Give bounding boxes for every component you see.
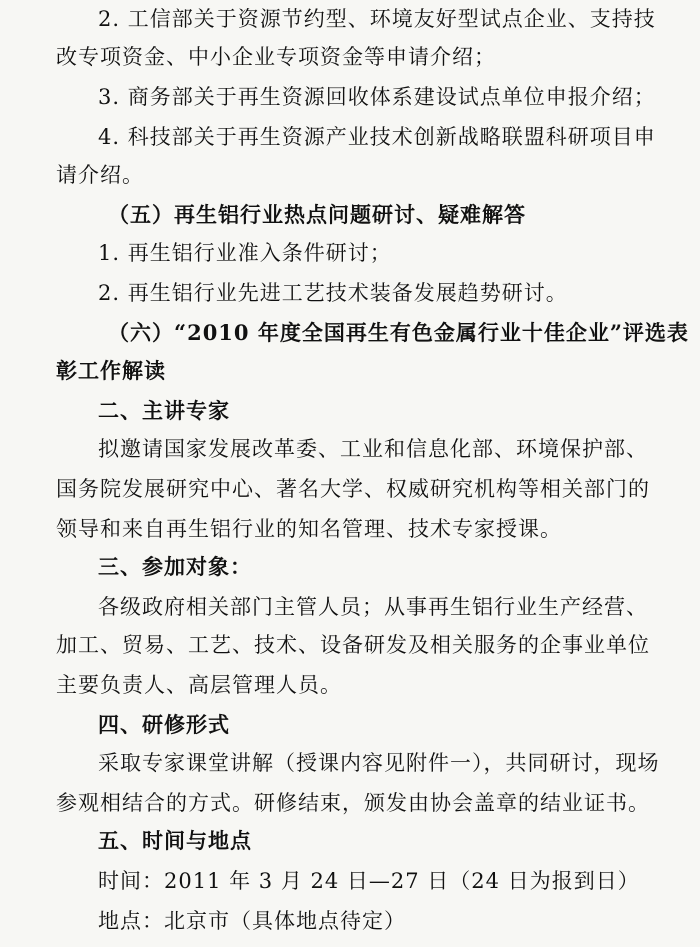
body-para-4-line-2: 参观相结合的方式。研修结束，颁发由协会盖章的结业证书。 bbox=[56, 791, 650, 815]
subsection-heading-5: （五）再生铝行业热点问题研讨、疑难解答 bbox=[108, 202, 526, 227]
body-line-3: 3. 商务部关于再生资源回收体系建设试点单位申报介绍； bbox=[98, 85, 656, 109]
subsection-heading-6: （六）“2010 年度全国再生有色金属行业十佳企业”评选表 bbox=[108, 320, 689, 345]
body-line-5-2: 2. 再生铝行业先进工艺技术装备发展趋势研讨。 bbox=[98, 281, 568, 305]
body-line-2-cont: 改专项资金、中小企业专项资金等申请介绍； bbox=[56, 45, 496, 69]
body-line-4-cont: 请介绍。 bbox=[56, 163, 144, 187]
schedule-location: 地点：北京市（具体地点待定） bbox=[98, 909, 406, 933]
subsection-heading-6-cont: 彰工作解读 bbox=[56, 358, 166, 383]
schedule-time: 时间：2011 年 3 月 24 日—27 日（24 日为报到日） bbox=[98, 869, 640, 893]
body-para-3-line-2: 加工、贸易、工艺、技术、设备研发及相关服务的企事业单位 bbox=[56, 633, 650, 657]
body-line-5-1: 1. 再生铝行业准入条件研讨； bbox=[98, 241, 392, 265]
section-heading-4: 四、研修形式 bbox=[98, 712, 230, 737]
body-para-3-line-3: 主要负责人、高层管理人员。 bbox=[56, 673, 342, 697]
body-para-3-line-1: 各级政府相关部门主管人员；从事再生铝行业生产经营、 bbox=[98, 595, 648, 619]
section-heading-3: 三、参加对象： bbox=[98, 554, 252, 579]
body-para-2-line-2: 国务院发展研究中心、著名大学、权威研究机构等相关部门的 bbox=[56, 477, 650, 501]
section-heading-5: 五、时间与地点 bbox=[98, 828, 252, 853]
body-line-2: 2. 工信部关于资源节约型、环境友好型试点企业、支持技 bbox=[98, 7, 656, 31]
body-para-2-line-1: 拟邀请国家发展改革委、工业和信息化部、环境保护部、 bbox=[98, 437, 648, 461]
body-para-4-line-1: 采取专家课堂讲解（授课内容见附件一），共同研讨，现场 bbox=[98, 751, 660, 775]
body-line-4: 4. 科技部关于再生资源产业技术创新战略联盟科研项目申 bbox=[98, 125, 656, 149]
section-heading-2: 二、主讲专家 bbox=[98, 398, 230, 423]
body-para-2-line-3: 领导和来自再生铝行业的知名管理、技术专家授课。 bbox=[56, 517, 562, 541]
